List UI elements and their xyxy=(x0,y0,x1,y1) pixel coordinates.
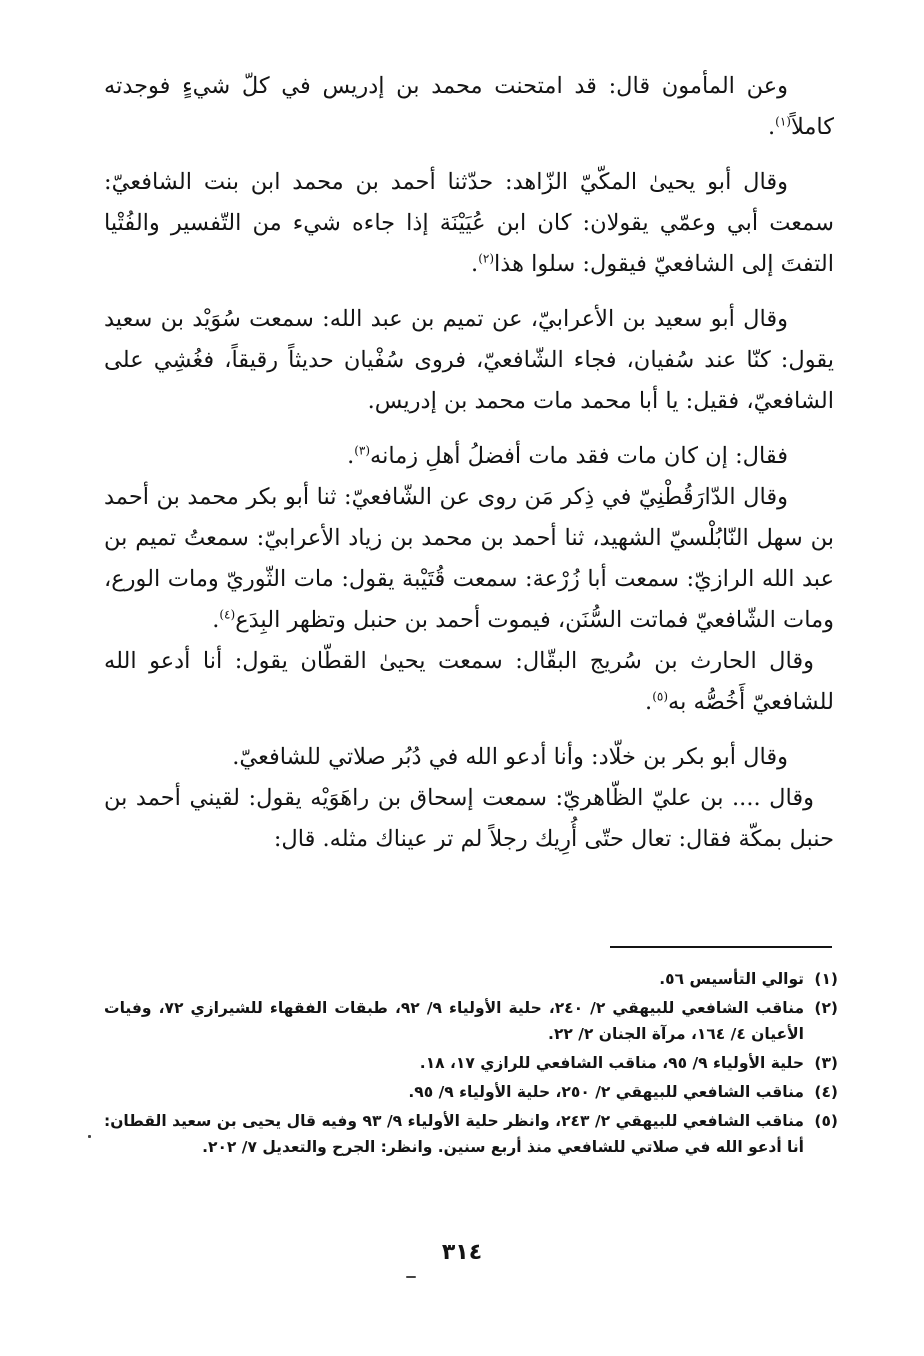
footnote-number: (٣) xyxy=(814,1054,838,1072)
footnote-number: (٥) xyxy=(814,1112,838,1130)
paragraph-6: وقال الحارث بن سُريج البقّال: سمعت يحيىٰ القطّان يقول: أنا أدعو الله للشافعيّ أَخُصُّه به$^{(٥)}$. xyxy=(104,648,834,715)
paragraph-8: وقال .... بن عليّ الظّاهريّ: سمعت إسحاق بن راهَوَيْه يقول: لقيني أحمد بن حنبل بمكّة فقال: تعال حتّى أُرِيك رجلاً لم تر عيناك مثله. قال: xyxy=(104,785,834,852)
footnote-ref-4[interactable]: (٤) xyxy=(219,607,236,622)
paragraph-7: وقال أبو بكر بن خلّاد: وأنا أدعو الله في دُبُر صلاتي للشافعيّ. xyxy=(232,744,788,770)
scan-speck xyxy=(406,1276,416,1278)
footnote-1 xyxy=(104,966,838,992)
footnote-4 xyxy=(104,1079,838,1105)
page-number: ٣١٤ xyxy=(441,1240,483,1265)
footnotes xyxy=(104,966,838,1163)
paragraph-2: وقال أبو يحيىٰ المكّيّ الزّاهد: حدّثنا أحمد بن محمد ابن بنت الشافعيّ: سمعت أبي وعمّي يقولان: كان ابن عُيَيْنَة إذا جاءه شيء من التّفسير والفُتْيا التفتَ إلى الشافعيّ فيقول: سلوا هذا$^{(٢)}$. xyxy=(104,169,834,277)
paragraph-3: وقال أبو سعيد بن الأعرابيّ، عن تميم بن عبد الله: سمعت سُوَيْد بن سعيد يقول: كنّا عند سُفيان، فجاء الشّافعيّ، فروى سُفْيان حديثاً رقيقاً، فغُشِي على الشافعيّ، فقيل: يا أبا محمد مات محمد بن إدريس. xyxy=(104,306,834,414)
footnote-text: حلية الأولياء ٩/ ٩٥، مناقب الشافعي للرازي ١٧، ١٨. xyxy=(419,1054,804,1072)
paragraph-1: وعن المأمون قال: قد امتحنت محمد بن إدريس في كلّ شيءٍ فوجدته كاملاً$^{(١)}$. xyxy=(104,73,834,140)
footnote-divider xyxy=(610,946,832,948)
paragraph-4: فقال: إن كان مات فقد مات أفضلُ أهلِ زمانه$^{(٣)}$. xyxy=(347,443,788,469)
footnote-text: مناقب الشافعي للبيهقي ٢/ ٢٥٠، حلية الأولياء ٩/ ٩٥. xyxy=(408,1083,804,1101)
footnote-number: (٢) xyxy=(814,999,838,1017)
footnote-number: (١) xyxy=(814,970,838,988)
footnote-ref-1[interactable]: (١) xyxy=(775,114,791,129)
footnote-text: توالي التأسيس ٥٦. xyxy=(659,970,804,988)
footnote-2 xyxy=(104,995,838,1047)
footnote-ref-2[interactable]: (٢) xyxy=(478,251,495,266)
footnote-text: مناقب الشافعي للبيهقي ٢/ ٢٤٠، حلية الأولياء ٩/ ٩٢، طبقات الفقهاء للشيرازي ٧٢، وفيات الأعيان ٤/ ١٦٤، مرآة الجنان ٢/ ٢٢. xyxy=(104,999,805,1043)
footnote-ref-3[interactable]: (٣) xyxy=(354,443,371,458)
main-text xyxy=(104,66,834,860)
footnote-number: (٤) xyxy=(814,1083,838,1101)
footnote-3 xyxy=(104,1050,838,1076)
scan-speck xyxy=(88,1135,91,1138)
footnote-5 xyxy=(104,1108,838,1160)
footnote-text: مناقب الشافعي للبيهقي ٢/ ٢٤٣، وانظر حلية الأولياء ٩/ ٩٣ وفيه قال يحيى بن سعيد القطان: أنا أدعو الله في صلاتي للشافعي منذ أربع سنين. وانظر: الجرح والتعديل ٧/ ٢٠٢. xyxy=(104,1112,805,1156)
footnote-ref-5[interactable]: (٥) xyxy=(652,689,669,704)
paragraph-5: وقال الدّارَقُطْنِيّ في ذِكر مَن روى عن الشّافعيّ: ثنا أبو بكر محمد بن أحمد بن سهل النّابُلْسيّ الشهيد، ثنا أحمد بن محمد بن زياد الأعرابيّ: سمعتُ تميم بن عبد الله الرازيّ: سمعت أبا زُرْعة: سمعت قُتَيْبة يقول: مات الثّوريّ ومات الورع، ومات الشّافعيّ فماتت السُّنَن، فيموت أحمد بن حنبل وتظهر البِدَع$^{(٤)}$. xyxy=(104,484,834,633)
